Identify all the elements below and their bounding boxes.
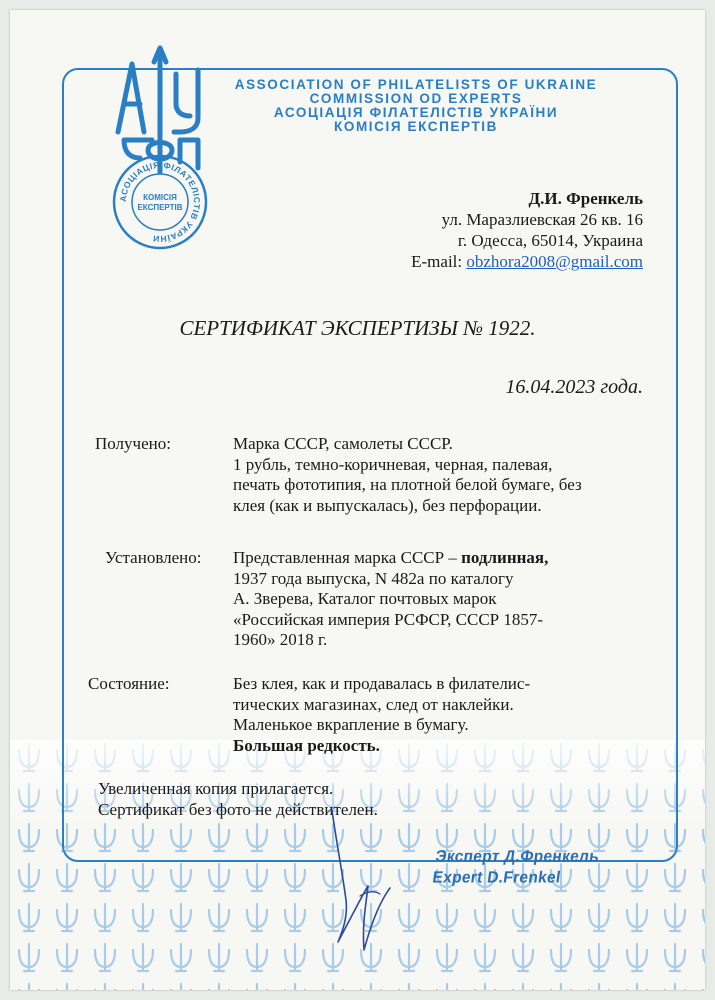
commission-en: COMMISSION OD EXPERTS: [309, 91, 523, 106]
seal-inner-line1: КОМІСІЯ: [143, 193, 177, 202]
expert-stamp: [431, 847, 600, 889]
note-copy-attached: Увеличенная копия прилагается.: [98, 779, 334, 798]
commission-ua: КОМІСІЯ ЕКСПЕРТІВ: [334, 119, 498, 134]
established-plain: Представленная марка СССР –: [233, 548, 462, 567]
email-line: [303, 251, 643, 272]
seal-outer-text: АСОЦІАЦІЯ ФІЛАТЕЛІСТІВ УКРАЇНИ: [117, 159, 203, 245]
seal-inner-line2: ЕКСПЕРТІВ: [137, 203, 183, 212]
condition-rarity: Большая редкость.: [233, 735, 380, 755]
established-line: 1937 года выпуска, N 482а по каталогу: [233, 568, 514, 588]
certificate-sheet: [10, 10, 705, 990]
received-line: 1 рубль, темно-коричневая, черная, палевая,: [233, 454, 553, 474]
condition-line: Маленькое вкрапление в бумагу.: [233, 715, 469, 734]
city: г. Одесса, 65014, Украина: [457, 231, 643, 250]
established-line: А. Зверева, Каталог почтовых марок: [233, 589, 497, 608]
established-label: Установлено:: [105, 548, 202, 567]
certificate-title: СЕРТИФИКАТ ЭКСПЕРТИЗЫ № 1922.: [179, 316, 536, 340]
condition-value: [233, 674, 653, 756]
certificate-date: 16.04.2023 года.: [505, 376, 643, 398]
assoc-ua: АСОЦІАЦІЯ ФІЛАТЕЛІСТІВ УКРАЇНИ: [273, 105, 559, 120]
assoc-en: ASSOCIATION OF PHILATELISTS OF UKRAINE: [234, 77, 598, 92]
condition-line: Без клея, как и продавалась в филателис-: [233, 674, 531, 693]
received-value: [233, 434, 653, 516]
expert-stamp-en: Expert D.Frenkel: [431, 869, 562, 887]
street: ул. Маразлиевская 26 кв. 16: [441, 210, 643, 229]
email-link[interactable]: obzhora2008@gmail.com: [466, 252, 643, 271]
expert-address: [303, 188, 643, 272]
established-line: «Российская империя РСФСР, СССР 1857-: [233, 609, 544, 629]
svg-text:АСОЦІАЦІЯ ФІЛАТЕЛІСТІВ УКРАЇНИ: [118, 160, 202, 244]
received-label: Получено:: [95, 434, 171, 453]
received-line: Марка СССР, самолеты СССР.: [233, 434, 453, 453]
expert-name: Д.И. Френкель: [528, 189, 643, 208]
received-line: печать фототипия, на плотной белой бумаге, без: [233, 475, 582, 494]
expert-stamp-ru: Эксперт Д.Френкель: [434, 848, 601, 866]
condition-label: Состояние:: [88, 674, 170, 693]
handwritten-signature: [302, 800, 422, 970]
established-value: [233, 548, 653, 651]
email-label: E-mail:: [411, 252, 463, 271]
received-line: клея (как и выпускалась), без перфорации.: [233, 495, 542, 515]
association-logo: [110, 40, 210, 255]
established-bold: подлинная,: [461, 548, 549, 567]
established-line: [233, 548, 653, 569]
condition-line: тических магазинах, след от наклейки.: [233, 694, 514, 714]
established-line: 1960» 2018 г.: [233, 630, 328, 649]
note-photo-required: Сертификат без фото не действителен.: [98, 800, 378, 819]
association-header: [206, 78, 626, 134]
